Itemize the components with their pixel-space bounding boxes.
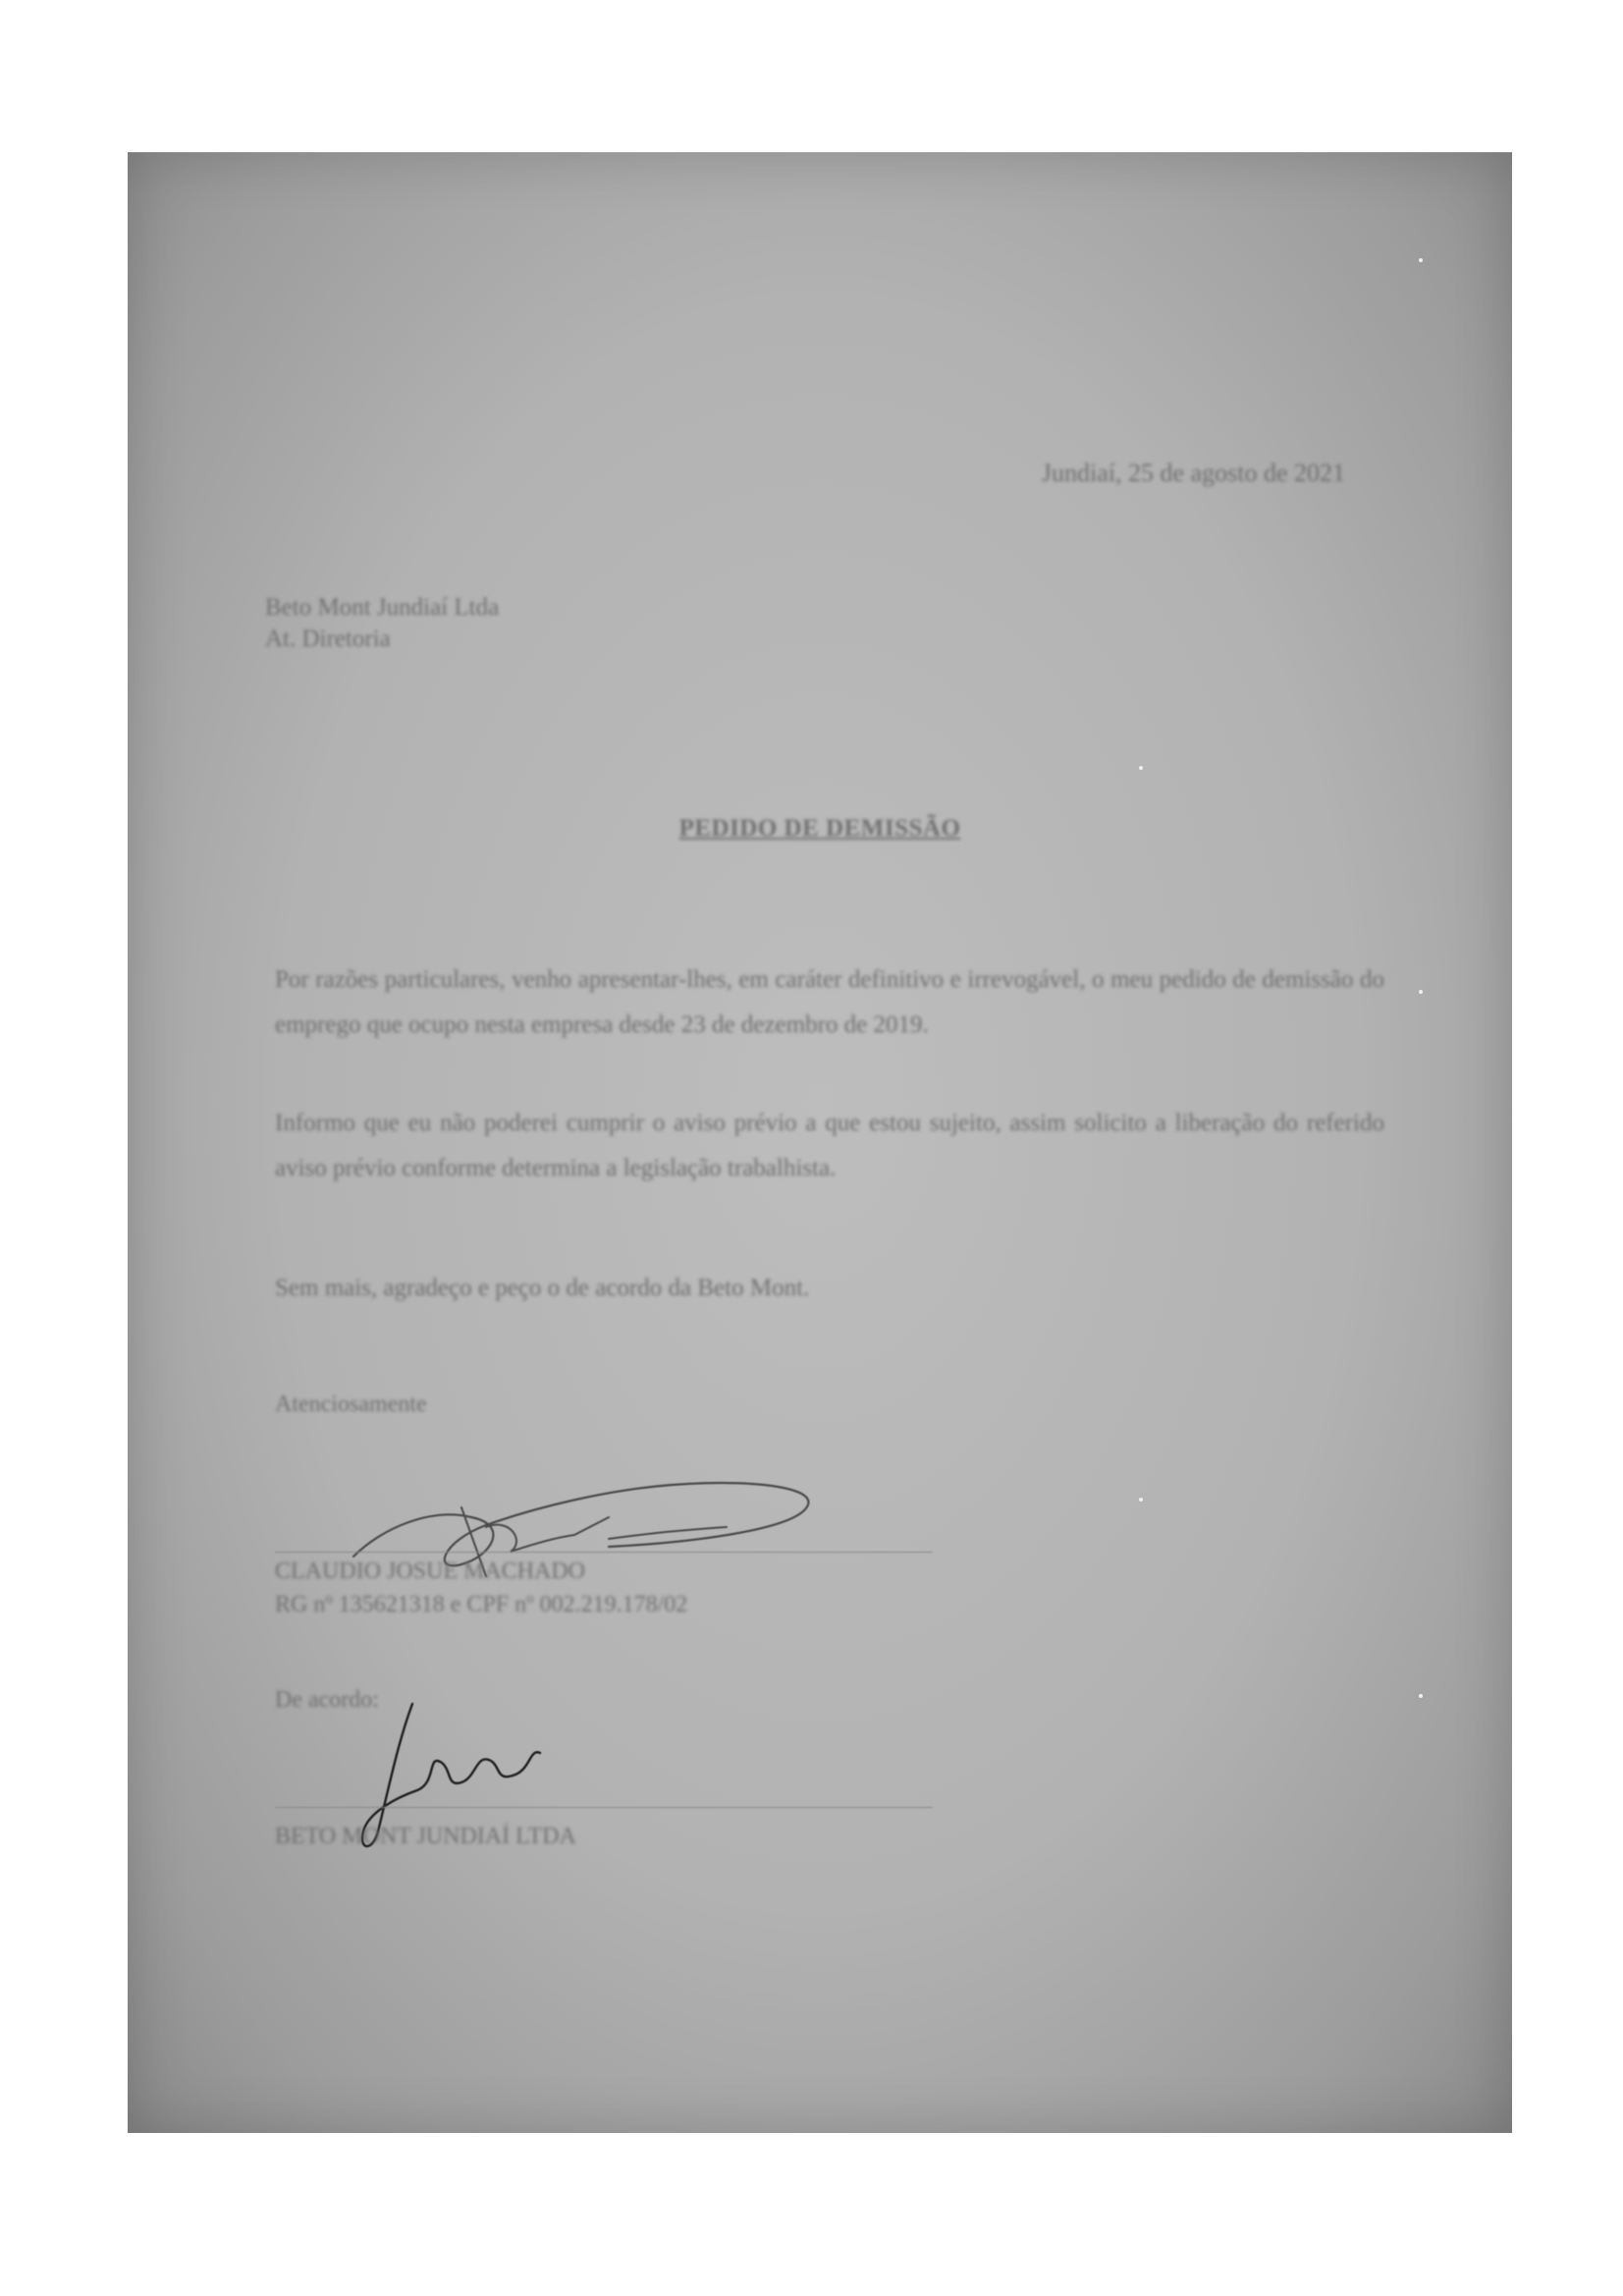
scan-speck <box>1419 1694 1423 1698</box>
scan-speck <box>1139 766 1143 770</box>
recipient-company: Beto Mont Jundiaí Ltda <box>265 594 500 621</box>
scanned-letter <box>128 152 1512 2133</box>
letter-title: PEDIDO DE DEMISSÃO <box>678 815 961 842</box>
employee-name: CLAUDIO JOSUE MACHADO <box>275 1558 586 1584</box>
body-paragraph-1: Por razões particulares, venho apresentar-lhes, em caráter definitivo e irrevogável, o meu pedido de demissão do emprego que ocupo nesta empresa desde 23 de dezembro de 2019. <box>275 966 1384 1038</box>
place-date: Jundiaí, 25 de agosto de 2021 <box>1041 459 1345 487</box>
body-paragraph-3: Sem mais, agradeço e peço o de acordo da Beto Mont. <box>275 1275 810 1301</box>
scan-speck <box>1419 990 1423 994</box>
scan-speck <box>1419 258 1423 262</box>
company-signature-line <box>275 1807 933 1808</box>
body-paragraph-2: Informo que eu não poderei cumprir o aviso prévio a que estou sujeito, assim solicito a liberação do referido aviso prévio conforme determina a legislação trabalhista. <box>275 1110 1384 1181</box>
closing: Atenciosamente <box>275 1392 427 1417</box>
company-name: BETO MONT JUNDIAÍ LTDA <box>275 1824 576 1849</box>
employee-documents: RG nº 135621318 e CPF nº 002.219.178/02 <box>275 1592 688 1617</box>
agreement-label: De acordo: <box>275 1687 379 1713</box>
scan-speck <box>1139 1498 1143 1502</box>
employee-signature-line <box>275 1552 933 1553</box>
recipient-block <box>265 592 499 655</box>
recipient-attention: At. Diretoria <box>265 626 391 652</box>
